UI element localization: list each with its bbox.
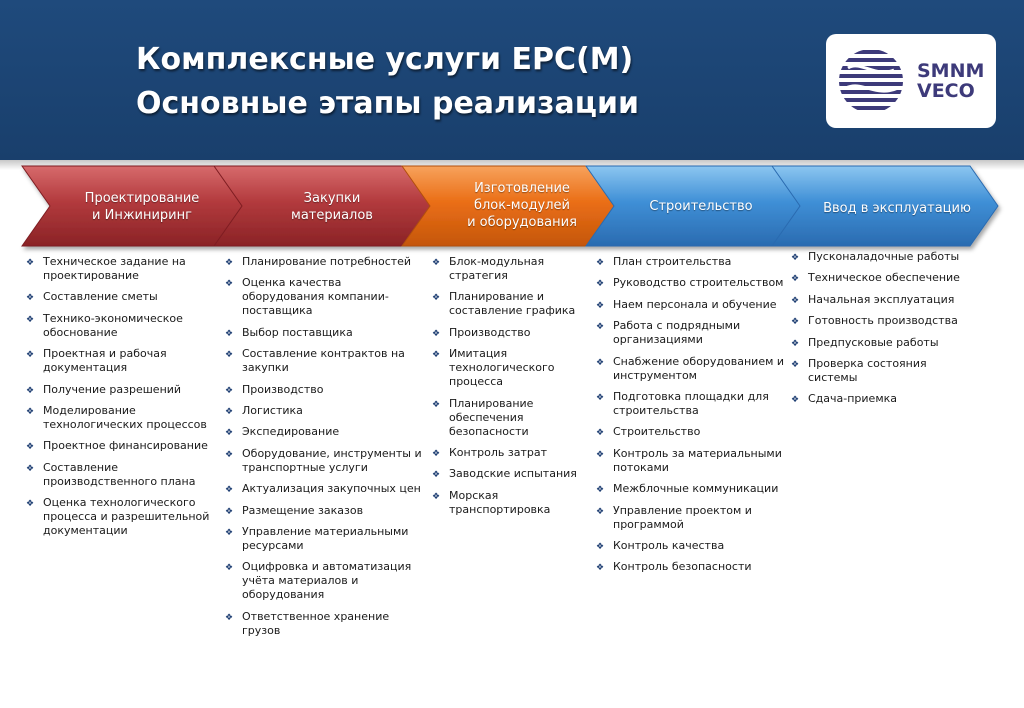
list-item <box>225 560 423 602</box>
list-item <box>26 383 212 397</box>
bullet-icon: ❖ <box>26 293 35 304</box>
list-item-text: Планирование обеспечения безопасности <box>449 396 534 438</box>
list-item <box>225 255 423 269</box>
list-item-text: Ответственное хранение грузов <box>242 609 390 637</box>
list-item-text: Производство <box>449 325 531 339</box>
bullet-icon: ❖ <box>26 350 35 361</box>
list-item <box>432 467 582 481</box>
list-item <box>791 271 971 285</box>
list-item-text: Готовность производства <box>808 314 958 328</box>
list-item-text: Актуализация закупочных цен <box>242 482 421 496</box>
list-item-text: Составление контрактов на закупки <box>242 347 405 375</box>
list-item <box>225 326 423 340</box>
bullet-icon: ❖ <box>225 449 234 460</box>
list-item-text: Строительство <box>613 425 701 439</box>
bullet-icon: ❖ <box>596 449 605 460</box>
bullet-icon: ❖ <box>432 328 441 339</box>
stage-2-line-2: материалов <box>291 208 373 223</box>
list-item <box>432 290 582 318</box>
bullet-icon: ❖ <box>791 338 800 349</box>
column-design-engineering <box>26 255 212 546</box>
bullet-icon: ❖ <box>791 395 800 406</box>
list-item <box>791 392 971 406</box>
list-item-text: Проектное финансирование <box>43 439 208 453</box>
bullet-icon: ❖ <box>26 406 35 417</box>
list-item-text: Контроль за материальными потоками <box>613 446 782 474</box>
title-line-2: Основные этапы реализации <box>136 86 639 121</box>
list-item-text: План строительства <box>613 255 732 268</box>
list-item <box>791 314 971 328</box>
stage-1-line-1: Проектирование <box>84 191 200 206</box>
list-item <box>596 355 786 383</box>
bullet-icon: ❖ <box>596 392 605 403</box>
list-item-text: Заводские испытания <box>449 467 577 481</box>
list-item-text: Контроль качества <box>613 538 725 552</box>
list-item <box>596 390 786 418</box>
bullet-icon: ❖ <box>225 350 234 361</box>
list-item <box>432 397 582 439</box>
list-item-text: Работа с подрядными организациями <box>613 319 741 347</box>
list-item <box>596 319 786 347</box>
bullet-icon: ❖ <box>596 428 605 439</box>
list-item-text: Составление производственного плана <box>43 460 196 488</box>
logo-line-2: VECO <box>917 80 975 102</box>
bullet-icon: ❖ <box>225 527 234 538</box>
list-item <box>225 610 423 638</box>
list-item <box>225 482 423 496</box>
bullet-icon: ❖ <box>596 300 605 311</box>
stage-2-line-1: Закупки <box>303 191 361 206</box>
list-item <box>26 461 212 489</box>
list-item-text: Технико-экономическое обоснование <box>43 311 183 339</box>
list-item-text: Контроль затрат <box>449 445 547 459</box>
list-item-text: Наем персонала и обучение <box>613 297 777 311</box>
list-item <box>432 489 582 517</box>
list-item-text: Сдача-приемка <box>808 392 898 406</box>
list-item <box>225 504 423 518</box>
stage-label-4 <box>626 198 776 215</box>
column-manufacturing <box>432 255 582 524</box>
list-item-text: Получение разрешений <box>43 382 182 396</box>
bullet-icon: ❖ <box>225 485 234 496</box>
bullet-icon: ❖ <box>26 258 35 268</box>
list-item <box>596 447 786 475</box>
list-item-text: Составление сметы <box>43 290 158 304</box>
bullet-icon: ❖ <box>225 428 234 439</box>
list-item <box>791 357 971 385</box>
list-item <box>225 447 423 475</box>
bullet-icon: ❖ <box>596 506 605 517</box>
bullet-icon: ❖ <box>26 463 35 474</box>
bullet-icon: ❖ <box>225 563 234 574</box>
list-item <box>26 347 212 375</box>
list-item-text: Планирование и составление графика <box>449 290 576 318</box>
list-item <box>432 326 582 340</box>
list-item <box>432 446 582 460</box>
list-item <box>26 404 212 432</box>
list-item-text: Производство <box>242 382 324 396</box>
bullet-icon: ❖ <box>791 253 800 263</box>
list-item-text: Техническое задание на проектирование <box>43 255 186 282</box>
bullet-icon: ❖ <box>596 541 605 552</box>
list-item <box>225 404 423 418</box>
list-item <box>225 347 423 375</box>
list-item-text: Предпусковые работы <box>808 335 939 349</box>
list-item-text: Проверка состояния системы <box>808 356 927 384</box>
bullet-icon: ❖ <box>26 499 35 510</box>
bullet-icon: ❖ <box>432 399 441 410</box>
bullet-icon: ❖ <box>791 274 800 285</box>
bullet-icon: ❖ <box>26 442 35 453</box>
list-item-text: Оценка качества оборудования компании-поставщика <box>242 276 389 318</box>
list-item-text: Начальная эксплуатация <box>808 292 955 306</box>
list-item <box>791 293 971 307</box>
bullet-icon: ❖ <box>225 506 234 517</box>
list-item <box>596 482 786 496</box>
bullet-icon: ❖ <box>596 322 605 333</box>
bullet-icon: ❖ <box>432 293 441 304</box>
list-item-text: Планирование потребностей <box>242 255 412 268</box>
list-item <box>225 383 423 397</box>
list-item <box>225 276 423 318</box>
list-item <box>596 560 786 574</box>
stage-1-line-2: и Инжиниринг <box>92 208 192 223</box>
list-item-text: Блок-модульная стратегия <box>449 255 545 282</box>
stage-3-line-2: блок-модулей <box>473 198 571 213</box>
list-item-text: Контроль безопасности <box>613 560 752 574</box>
bullet-icon: ❖ <box>432 470 441 481</box>
list-item-text: Межблочные коммуникации <box>613 482 779 496</box>
stage-3-line-3: и оборудования <box>467 215 577 230</box>
bullet-icon: ❖ <box>225 279 234 290</box>
list-item-text: Выбор поставщика <box>242 325 353 339</box>
list-item-text: Техническое обеспечение <box>808 271 960 285</box>
list-item <box>596 298 786 312</box>
column-commissioning <box>791 250 971 414</box>
bullet-icon: ❖ <box>225 612 234 623</box>
list-item <box>26 312 212 340</box>
stage-label-3 <box>447 180 597 231</box>
list-item <box>596 276 786 290</box>
list-item <box>596 504 786 532</box>
stage-5-line-1: Ввод в эксплуатацию <box>823 201 971 216</box>
list-item-text: Оборудование, инструменты и транспортные услуги <box>242 446 422 474</box>
bullet-icon: ❖ <box>225 385 234 396</box>
stage-3-line-1: Изготовление <box>474 181 570 196</box>
list-item-text: Управление материальными ресурсами <box>242 524 409 552</box>
bullet-icon: ❖ <box>225 328 234 339</box>
list-item <box>596 425 786 439</box>
column-procurement <box>225 255 423 645</box>
bullet-icon: ❖ <box>791 295 800 306</box>
bullet-icon: ❖ <box>225 406 234 417</box>
bullet-icon: ❖ <box>432 448 441 459</box>
bullet-icon: ❖ <box>596 563 605 574</box>
list-item <box>432 255 582 283</box>
bullet-icon: ❖ <box>596 258 605 268</box>
bullet-icon: ❖ <box>791 317 800 328</box>
list-item <box>26 255 212 283</box>
list-item-text: Снабжение оборудованием и инструментом <box>613 354 785 382</box>
list-item-text: Управление проектом и программой <box>613 503 752 531</box>
bullet-icon: ❖ <box>596 485 605 496</box>
stage-label-2 <box>262 190 402 224</box>
list-item <box>432 347 582 389</box>
title-line-1: Комплексные услуги EPC(M) <box>136 42 634 77</box>
bullet-icon: ❖ <box>26 385 35 396</box>
list-item <box>596 539 786 553</box>
list-item <box>26 439 212 453</box>
list-item-text: Оценка технологического процесса и разрешительной документации <box>43 496 210 538</box>
bullet-icon: ❖ <box>432 258 441 268</box>
bullet-icon: ❖ <box>596 279 605 290</box>
list-item-text: Моделирование технологических процессов <box>43 403 207 431</box>
bullet-icon: ❖ <box>791 359 800 370</box>
column-construction <box>596 255 786 582</box>
list-item <box>225 425 423 439</box>
list-item-text: Морская транспортировка <box>449 488 551 516</box>
list-item-text: Размещение заказов <box>242 503 364 517</box>
bullet-icon: ❖ <box>225 258 234 268</box>
list-item-text: Подготовка площадки для строительства <box>613 389 769 417</box>
list-item-text: Оцифровка и автоматизация учёта материалов и оборудования <box>242 560 412 602</box>
bullet-icon: ❖ <box>26 314 35 325</box>
list-item <box>225 525 423 553</box>
list-item-text: Проектная и рабочая документация <box>43 347 167 375</box>
list-item <box>26 290 212 304</box>
logo-line-1: SMNM <box>917 60 985 82</box>
list-item-text: Руководство строительством <box>613 276 784 290</box>
stage-label-1 <box>62 190 222 224</box>
bullet-icon: ❖ <box>432 491 441 502</box>
stage-4-line-1: Строительство <box>649 199 753 214</box>
list-item-text: Экспедирование <box>242 425 340 439</box>
bullet-icon: ❖ <box>596 357 605 368</box>
list-item-text: Логистика <box>242 403 303 417</box>
list-item-text: Пусконаладочные работы <box>808 250 960 263</box>
list-item <box>596 255 786 269</box>
list-item <box>791 336 971 350</box>
stage-label-5 <box>808 200 986 217</box>
list-item <box>791 250 971 264</box>
list-item <box>26 496 212 538</box>
bullet-icon: ❖ <box>432 350 441 361</box>
list-item-text: Имитация технологического процесса <box>449 347 555 389</box>
